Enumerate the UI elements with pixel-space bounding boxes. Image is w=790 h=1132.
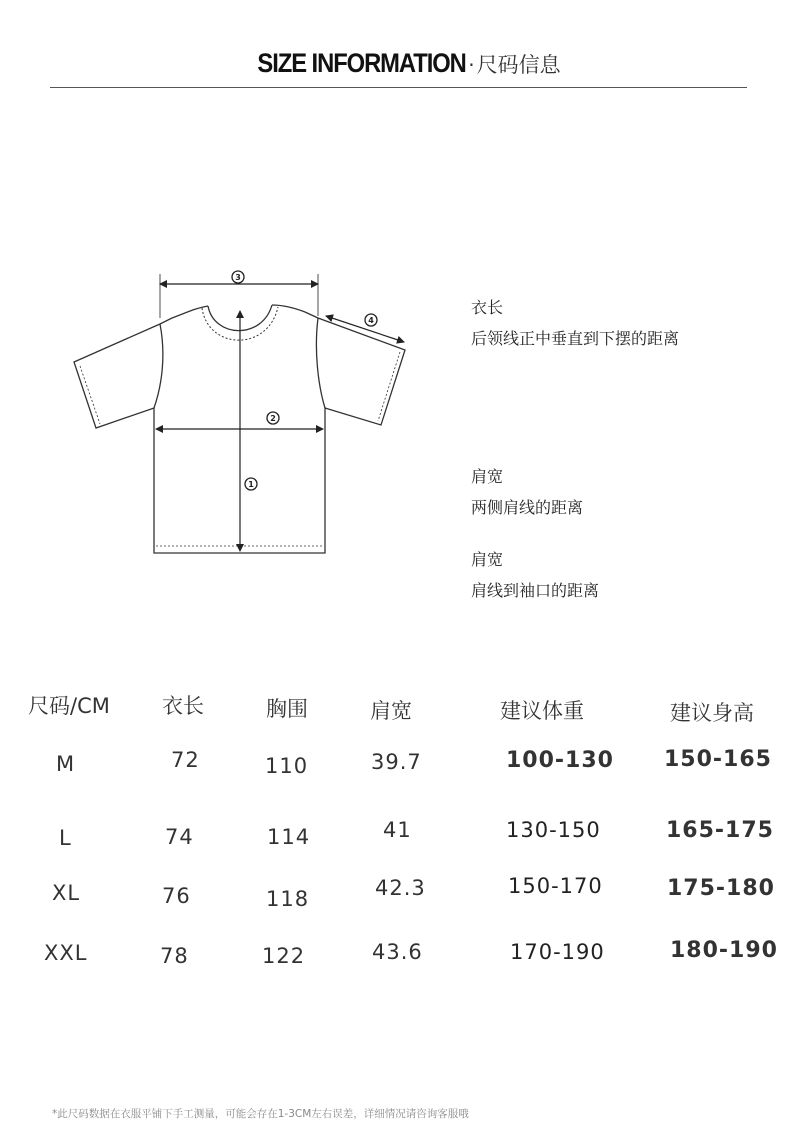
- description-length: [471, 292, 679, 354]
- table-cell: 175-180: [667, 876, 775, 901]
- table-cell: 150-165: [664, 747, 772, 772]
- table-cell: 72: [171, 748, 200, 772]
- description-title: 肩宽: [471, 467, 504, 486]
- description-shoulder: [471, 461, 583, 523]
- description-title: 肩宽: [471, 550, 504, 569]
- table-cell: 43.6: [372, 940, 423, 964]
- table-cell: 39.7: [371, 750, 422, 774]
- header-divider: [50, 87, 747, 88]
- marker-4-label: 4: [368, 316, 374, 325]
- marker-2: [267, 412, 279, 424]
- description-sleeve: [471, 544, 599, 606]
- column-header-weight: 建议体重: [500, 699, 584, 723]
- table-cell: 100-130: [506, 748, 614, 773]
- page-header: [0, 48, 790, 79]
- table-cell: 114: [267, 825, 311, 849]
- column-header-chest: 胸围: [266, 697, 308, 721]
- description-text: 肩线到袖口的距离: [471, 581, 600, 600]
- tshirt-measurement-diagram: [60, 255, 420, 565]
- table-cell: 170-190: [510, 940, 605, 964]
- marker-1-label: 1: [248, 480, 254, 489]
- table-cell: 74: [165, 825, 194, 849]
- measurement-markers: [232, 271, 377, 490]
- table-cell: 42.3: [375, 876, 426, 900]
- table-cell: 122: [262, 944, 306, 968]
- table-cell: 165-175: [666, 818, 774, 843]
- header-title-cn: 尺码信息: [476, 53, 561, 77]
- marker-1: [245, 478, 257, 490]
- header-title-en: SIZE INFORMATION: [257, 48, 467, 78]
- table-cell: 76: [162, 884, 191, 908]
- table-cell: 110: [265, 754, 309, 778]
- column-header-length: 衣长: [162, 694, 204, 718]
- marker-2-label: 2: [270, 414, 276, 423]
- table-cell: 180-190: [670, 938, 778, 963]
- table-cell: 41: [383, 818, 412, 842]
- column-header-height: 建议身高: [670, 701, 754, 725]
- table-cell: L: [59, 826, 72, 850]
- description-title: 衣长: [471, 298, 504, 317]
- marker-3: [232, 271, 244, 283]
- column-header-size: 尺码/CM: [28, 694, 110, 718]
- description-text: 后领线正中垂直到下摆的距离: [471, 329, 680, 348]
- header-separator: ·: [468, 53, 475, 77]
- table-cell: 130-150: [506, 818, 601, 842]
- table-cell: M: [56, 752, 76, 776]
- description-text: 两侧肩线的距离: [471, 498, 584, 517]
- table-cell: XL: [52, 881, 81, 905]
- table-cell: XXL: [44, 941, 88, 965]
- table-cell: 118: [266, 887, 310, 911]
- marker-4: [365, 314, 377, 326]
- table-cell: 150-170: [508, 874, 603, 898]
- marker-3-label: 3: [235, 273, 241, 282]
- table-cell: 78: [160, 944, 189, 968]
- column-header-shoulder: 肩宽: [370, 699, 412, 723]
- measurement-disclaimer: *此尺码数据在衣服平铺下手工测量，可能会存在1-3CM左右误差，详细情况请咨询客服哦: [52, 1108, 469, 1120]
